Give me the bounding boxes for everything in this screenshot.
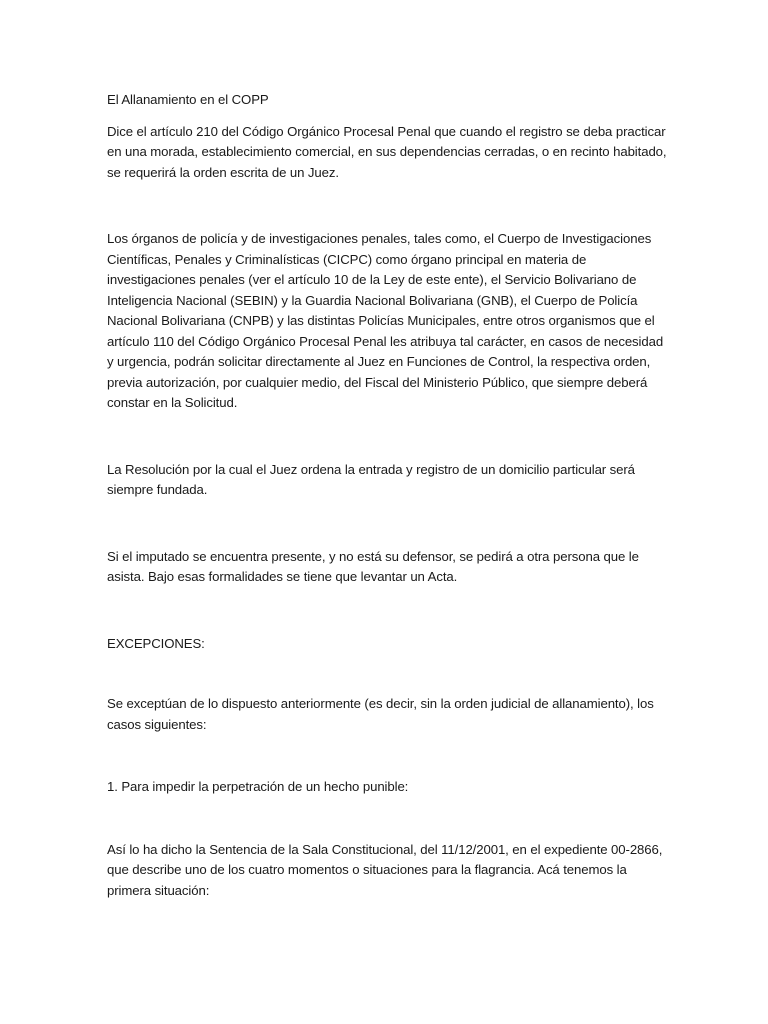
paragraph-police-organs: Los órganos de policía y de investigaciones penales, tales como, el Cuerpo de Investigaciones Científicas, Penales y Criminalísticas (CICPC) como órgano principal en materia de investigaciones penales (ver el artículo 10 de la Ley de este ente), el Servicio Bolivariano de Inteligencia Nacional (SEBIN) y la Guardia Nacional Bolivariana (GNB), el Cuerpo de Policía Nacional Bolivariana (CNPB) y las distintas Policías Municipales, entre otros organismos que el artículo 110 del Código Orgánico Procesal Penal les atribuya tal carácter, en casos de necesidad y urgencia, podrán solicitar directamente al Juez en Funciones de Control, la respectiva orden, previa autorización, por cualquier medio, del Fiscal del Ministerio Público, que siempre deberá constar en la Solicitud. [107, 231, 664, 410]
paragraph-sentencia: Así lo ha dicho la Sentencia de la Sala Constitucional, del 11/12/2001, en el expediente 00-2866, que describe uno de los cuatro momentos o situaciones para la flagrancia. Acá tenemos la primera situación: [107, 841, 663, 898]
paragraph-exceptions-intro: Se exceptúan de lo dispuesto anteriormente (es decir, sin la orden judicial de allanamiento), los casos siguientes: [107, 696, 654, 732]
list-item-1: 1. Para impedir la perpetración de un hecho punible: [107, 779, 409, 794]
section-heading-excepciones: EXCEPCIONES: [107, 635, 205, 651]
document-body [107, 90, 667, 901]
document-title: El Allanamiento en el COPP [107, 92, 269, 107]
paragraph-resolution: La Resolución por la cual el Juez ordena la entrada y registro de un domicilio particular será siempre fundada. [107, 461, 635, 497]
paragraph-article-210: Dice el artículo 210 del Código Orgánico Procesal Penal que cuando el registro se deba practicar en una morada, establecimiento comercial, en sus dependencias cerradas, o en recinto habitado, se requerirá la orden escrita de un Juez. [107, 123, 667, 180]
paragraph-imputado: Si el imputado se encuentra presente, y no está su defensor, se pedirá a otra persona que le asista. Bajo esas formalidades se tiene que levantar un Acta. [107, 548, 639, 584]
